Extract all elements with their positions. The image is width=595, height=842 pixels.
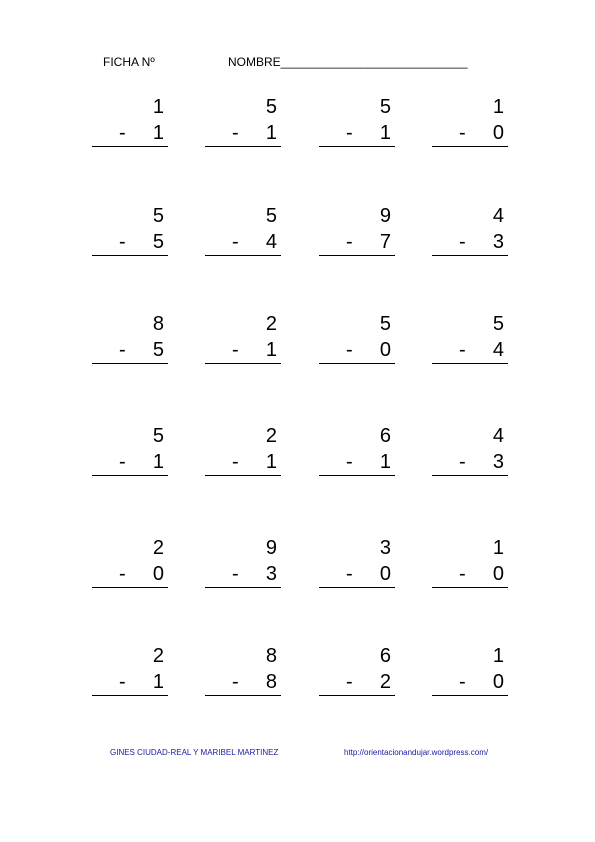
minuend: 9	[379, 205, 391, 227]
subtrahend-row	[92, 451, 168, 473]
subtrahend-row	[92, 563, 168, 585]
answer-line	[205, 146, 281, 147]
subtraction-problem	[205, 645, 281, 705]
answer-line	[319, 146, 395, 147]
subtrahend-row	[319, 339, 395, 361]
answer-line	[432, 587, 508, 588]
subtrahend-row	[205, 671, 281, 693]
answer-line	[205, 363, 281, 364]
subtraction-problem	[92, 537, 168, 597]
minuend: 3	[379, 537, 391, 559]
subtraction-problem	[205, 205, 281, 265]
minuend: 5	[379, 313, 391, 335]
subtrahend: 5	[152, 339, 164, 361]
subtraction-problem	[92, 645, 168, 705]
subtrahend: 0	[152, 563, 164, 585]
answer-line	[92, 695, 168, 696]
subtrahend-row	[205, 231, 281, 253]
subtrahend: 1	[152, 671, 164, 693]
minus-sign: -	[119, 563, 126, 585]
subtrahend: 1	[265, 451, 277, 473]
subtrahend: 1	[152, 451, 164, 473]
minus-sign: -	[232, 122, 239, 144]
subtraction-problem	[92, 205, 168, 265]
subtrahend: 3	[492, 231, 504, 253]
subtrahend-row	[92, 122, 168, 144]
subtraction-problem	[319, 645, 395, 705]
subtrahend-row	[319, 231, 395, 253]
minuend: 5	[152, 205, 164, 227]
minus-sign: -	[459, 563, 466, 585]
subtraction-problem	[205, 96, 281, 156]
subtraction-problem	[432, 425, 508, 485]
answer-line	[432, 363, 508, 364]
answer-line	[319, 255, 395, 256]
subtrahend: 0	[492, 671, 504, 693]
answer-line	[319, 587, 395, 588]
minus-sign: -	[119, 122, 126, 144]
minus-sign: -	[346, 671, 353, 693]
minuend: 5	[152, 425, 164, 447]
subtrahend-row	[92, 231, 168, 253]
subtrahend-row	[432, 563, 508, 585]
subtraction-problem	[319, 425, 395, 485]
minus-sign: -	[346, 563, 353, 585]
subtraction-problem	[319, 537, 395, 597]
minus-sign: -	[459, 231, 466, 253]
answer-line	[205, 587, 281, 588]
subtrahend-row	[205, 451, 281, 473]
name-field-label: NOMBRE____________________________	[228, 55, 468, 69]
subtrahend: 0	[492, 563, 504, 585]
subtraction-problem	[432, 313, 508, 373]
subtraction-problem	[319, 96, 395, 156]
minuend: 1	[492, 645, 504, 667]
minuend: 1	[152, 96, 164, 118]
minuend: 5	[265, 96, 277, 118]
answer-line	[92, 475, 168, 476]
subtrahend: 2	[379, 671, 391, 693]
answer-line	[92, 587, 168, 588]
subtrahend: 4	[265, 231, 277, 253]
subtraction-problem	[432, 537, 508, 597]
answer-line	[205, 695, 281, 696]
answer-line	[92, 146, 168, 147]
minuend: 2	[265, 313, 277, 335]
minuend: 6	[379, 645, 391, 667]
subtraction-problem	[432, 96, 508, 156]
minus-sign: -	[346, 339, 353, 361]
minus-sign: -	[232, 339, 239, 361]
subtrahend: 0	[379, 339, 391, 361]
subtrahend: 1	[379, 122, 391, 144]
subtrahend-row	[205, 122, 281, 144]
footer-url: http://orientacionandujar.wordpress.com/	[344, 748, 489, 757]
subtrahend-row	[92, 671, 168, 693]
minuend: 8	[152, 313, 164, 335]
subtrahend: 0	[492, 122, 504, 144]
subtraction-problem	[319, 205, 395, 265]
subtrahend-row	[92, 339, 168, 361]
answer-line	[319, 695, 395, 696]
subtraction-problem	[92, 313, 168, 373]
minuend: 4	[492, 425, 504, 447]
answer-line	[319, 363, 395, 364]
minus-sign: -	[459, 451, 466, 473]
subtrahend-row	[319, 671, 395, 693]
subtraction-problem	[205, 425, 281, 485]
answer-line	[92, 255, 168, 256]
answer-line	[205, 255, 281, 256]
minus-sign: -	[232, 671, 239, 693]
subtraction-problem	[92, 96, 168, 156]
answer-line	[432, 475, 508, 476]
minuend: 4	[492, 205, 504, 227]
subtraction-problem	[205, 313, 281, 373]
minuend: 2	[152, 645, 164, 667]
minus-sign: -	[459, 122, 466, 144]
minus-sign: -	[119, 339, 126, 361]
subtrahend: 5	[152, 231, 164, 253]
subtrahend: 1	[152, 122, 164, 144]
subtrahend: 3	[492, 451, 504, 473]
answer-line	[319, 475, 395, 476]
ficha-number-label: FICHA Nº	[103, 55, 155, 69]
minuend: 1	[492, 537, 504, 559]
subtrahend: 3	[265, 563, 277, 585]
minus-sign: -	[119, 451, 126, 473]
minus-sign: -	[346, 451, 353, 473]
minuend: 2	[152, 537, 164, 559]
minus-sign: -	[346, 122, 353, 144]
minus-sign: -	[232, 563, 239, 585]
minus-sign: -	[119, 671, 126, 693]
subtraction-problem	[432, 205, 508, 265]
answer-line	[432, 255, 508, 256]
subtraction-problem	[432, 645, 508, 705]
minus-sign: -	[232, 231, 239, 253]
subtrahend-row	[432, 451, 508, 473]
minus-sign: -	[119, 231, 126, 253]
subtrahend: 8	[265, 671, 277, 693]
subtrahend: 4	[492, 339, 504, 361]
minuend: 5	[379, 96, 391, 118]
subtrahend-row	[205, 563, 281, 585]
answer-line	[432, 695, 508, 696]
minuend: 1	[492, 96, 504, 118]
subtraction-problem	[319, 313, 395, 373]
subtrahend-row	[432, 122, 508, 144]
subtraction-problem	[92, 425, 168, 485]
subtrahend: 1	[379, 451, 391, 473]
subtrahend-row	[432, 231, 508, 253]
subtrahend-row	[319, 122, 395, 144]
subtrahend-row	[319, 563, 395, 585]
subtrahend-row	[319, 451, 395, 473]
minuend: 9	[265, 537, 277, 559]
subtrahend-row	[205, 339, 281, 361]
subtrahend: 7	[379, 231, 391, 253]
minuend: 8	[265, 645, 277, 667]
minuend: 5	[265, 205, 277, 227]
subtrahend: 0	[379, 563, 391, 585]
minus-sign: -	[232, 451, 239, 473]
subtrahend: 1	[265, 339, 277, 361]
minuend: 6	[379, 425, 391, 447]
answer-line	[205, 475, 281, 476]
subtrahend-row	[432, 339, 508, 361]
minuend: 2	[265, 425, 277, 447]
answer-line	[92, 363, 168, 364]
minus-sign: -	[459, 671, 466, 693]
answer-line	[432, 146, 508, 147]
subtrahend: 1	[265, 122, 277, 144]
subtrahend-row	[432, 671, 508, 693]
minus-sign: -	[346, 231, 353, 253]
footer-credit: GINES CIUDAD-REAL Y MARIBEL MARTINEZ	[110, 748, 279, 757]
minus-sign: -	[459, 339, 466, 361]
minuend: 5	[492, 313, 504, 335]
subtraction-problem	[205, 537, 281, 597]
